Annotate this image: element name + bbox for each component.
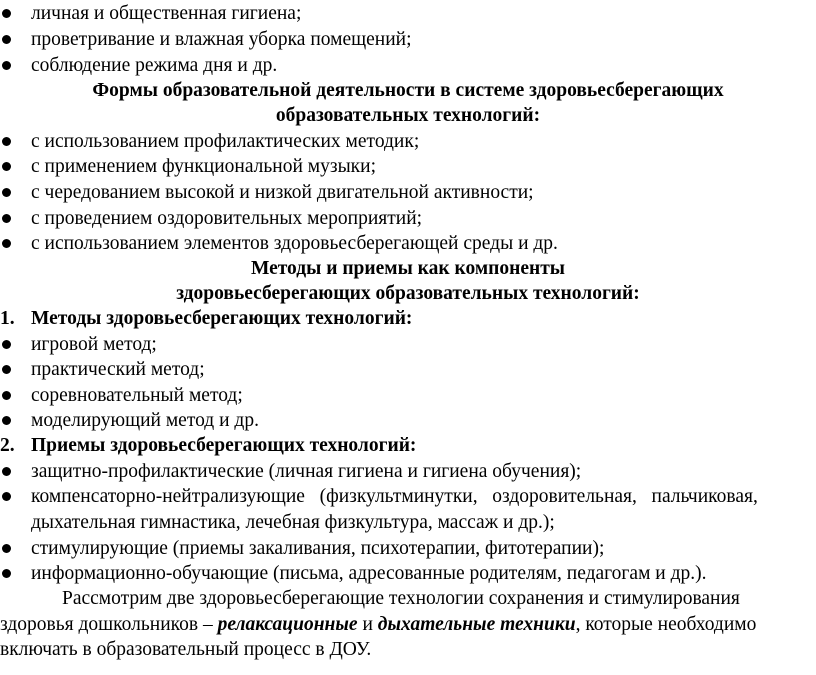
bullet-icon [2,569,11,578]
bullet-icon [2,9,11,18]
bullet-icon [2,391,11,400]
list-item-text: с проведением оздоровительных мероприятий; [31,208,423,229]
bullet-icon [2,365,11,374]
bullet-icon [2,61,11,70]
bullet-icon [2,544,11,553]
list-item-text: с применением функциональной музыки; [31,156,377,177]
section-heading-methods-line1: Методы и приемы как компоненты [250,258,566,279]
section-heading-methods-line2: здоровьесберегающих образовательных технологий: [176,283,640,304]
paragraph-text: здоровья дошкольников – [0,614,218,635]
emphasis-relaxation: релаксационные [217,614,358,635]
list-item-text: защитно-профилактические (личная гигиена и гигиена обучения); [31,461,582,482]
bullet-icon [2,340,11,349]
bullet-icon [2,162,11,171]
list-item-text: компенсаторно-нейтрализующие (физкультминутки, оздоровительная, пальчиковая, [31,486,758,507]
list-item-text: соревновательный метод; [31,385,243,406]
bullet-icon [2,137,11,146]
bullet-icon [2,239,11,248]
bullet-icon [2,188,11,197]
paragraph-text: , которые необходимо [575,614,757,635]
section-title: Приемы здоровьесберегающих технологий: [31,435,417,456]
paragraph-line-1: Рассмотрим две здоровьесберегающие технологии сохранения и стимулирования [62,588,740,609]
bullet-icon [2,214,11,223]
section-number: 1. [0,308,15,329]
list-item-text: личная и общественная гигиена; [31,3,302,24]
list-item-text: с чередованием высокой и низкой двигательной активности; [31,182,534,203]
bullet-icon [2,416,11,425]
list-item-text: соблюдение режима дня и др. [31,55,278,76]
paragraph-line-3: включать в образовательный процесс в ДОУ. [0,639,372,660]
list-item-text: моделирующий метод и др. [31,410,259,431]
section-heading-forms-line2: образовательных технологий: [275,105,541,126]
list-item-text: игровой метод; [31,334,157,355]
bullet-icon [2,35,11,44]
list-item-text: дыхательная гимнастика, лечебная физкультура, массаж и др.); [31,512,555,533]
list-item-text: с использованием профилактических методик; [31,131,420,152]
section-heading-forms-line1: Формы образовательной деятельности в системе здоровьесберегающих [92,80,724,101]
paragraph-line-2 [0,612,756,638]
list-item-text: проветривание и влажная уборка помещений; [31,29,412,50]
emphasis-breathing: дыхательные техники [377,614,576,635]
list-item-text: с использованием элементов здоровьесберегающей среды и др. [31,233,558,254]
bullet-icon [2,492,11,501]
list-item-text: стимулирующие (приемы закаливания, психотерапии, фитотерапии); [31,538,605,559]
section-title: Методы здоровьесберегающих технологий: [31,308,413,329]
list-item-text: информационно-обучающие (письма, адресованные родителям, педагогам и др.). [31,563,707,584]
paragraph-text: и [357,614,378,635]
list-item-text: практический метод; [31,359,205,380]
bullet-icon [2,467,11,476]
section-number: 2. [0,435,15,456]
